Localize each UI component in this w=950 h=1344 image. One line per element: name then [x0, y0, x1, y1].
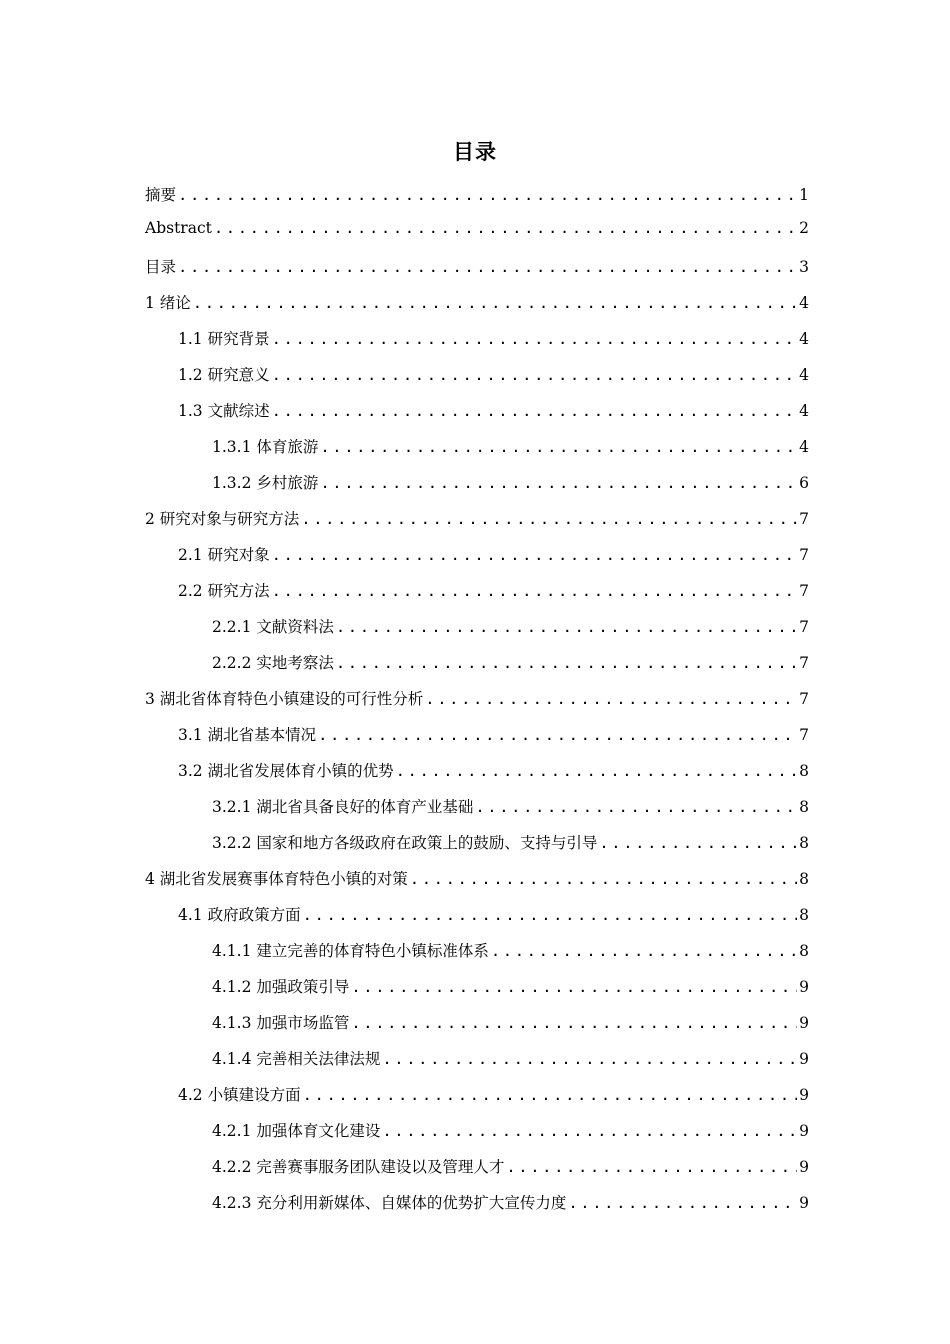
- toc-dot-leader: [425, 690, 797, 708]
- toc-entry[interactable]: [145, 255, 809, 291]
- toc-dot-leader: [178, 258, 797, 276]
- toc-entry[interactable]: [145, 615, 809, 651]
- toc-dot-leader: [193, 294, 797, 312]
- toc-entry-page-number: 6: [799, 474, 809, 492]
- toc-entry-page-number: 7: [799, 618, 809, 636]
- toc-entry-label: 目录: [145, 258, 177, 276]
- toc-entry-page-number: 4: [799, 330, 809, 348]
- toc-entry-label: 1.1 研究背景: [178, 330, 270, 348]
- toc-dot-leader: [396, 762, 797, 780]
- toc-entry-page-number: 2: [799, 219, 809, 237]
- toc-entry-label: 1 绪论: [145, 294, 191, 312]
- toc-dot-leader: [214, 219, 797, 237]
- page-title: 目录: [453, 140, 497, 164]
- toc-entry-page-number: 8: [799, 942, 809, 960]
- toc-entry-page-number: 4: [799, 366, 809, 384]
- toc-dot-leader: [382, 1050, 797, 1068]
- toc-entry-label: Abstract: [145, 219, 212, 237]
- toc-entry-page-number: 9: [799, 1050, 809, 1068]
- toc-dot-leader: [320, 474, 797, 492]
- toc-entry-page-number: 9: [799, 1158, 809, 1176]
- toc-entry-page-number: 9: [799, 1122, 809, 1140]
- toc-dot-leader: [568, 1194, 797, 1212]
- toc-entry-page-number: 4: [799, 402, 809, 420]
- toc-entry-label: 1.2 研究意义: [178, 366, 270, 384]
- toc-entry[interactable]: [145, 975, 809, 1011]
- toc-entry[interactable]: [145, 327, 809, 363]
- toc-entry-label: 摘要: [145, 186, 177, 204]
- toc-entry-page-number: 7: [799, 690, 809, 708]
- toc-entry[interactable]: [145, 867, 809, 903]
- toc-dot-leader: [303, 1086, 797, 1104]
- toc-entry[interactable]: [145, 1011, 809, 1047]
- toc-dot-leader: [336, 618, 797, 636]
- toc-dot-leader: [491, 942, 797, 960]
- toc-entry-page-number: 1: [799, 186, 809, 204]
- table-of-contents: [145, 183, 809, 1227]
- toc-dot-leader: [272, 402, 797, 420]
- toc-entry-page-number: 9: [799, 1014, 809, 1032]
- toc-entry-page-number: 7: [799, 726, 809, 744]
- toc-entry[interactable]: [145, 291, 809, 327]
- toc-entry-page-number: 3: [799, 258, 809, 276]
- toc-dot-leader: [272, 582, 797, 600]
- toc-entry-page-number: 8: [799, 834, 809, 852]
- toc-entry-label: 4.1.3 加强市场监管: [212, 1014, 350, 1032]
- toc-entry-page-number: 8: [799, 870, 809, 888]
- toc-dot-leader: [301, 510, 797, 528]
- toc-entry-label: 4.2.2 完善赛事服务团队建设以及管理人才: [212, 1158, 505, 1176]
- toc-entry[interactable]: [145, 579, 809, 615]
- toc-entry[interactable]: [145, 759, 809, 795]
- toc-entry-label: 3.2.2 国家和地方各级政府在政策上的鼓励、支持与引导: [212, 834, 598, 852]
- toc-dot-leader: [178, 186, 797, 204]
- toc-entry-page-number: 7: [799, 510, 809, 528]
- toc-entry[interactable]: [145, 471, 809, 507]
- toc-entry[interactable]: [145, 183, 809, 219]
- toc-entry[interactable]: [145, 363, 809, 399]
- toc-entry-label: 4.2 小镇建设方面: [178, 1086, 301, 1104]
- toc-entry[interactable]: [145, 723, 809, 759]
- toc-entry[interactable]: [145, 1155, 809, 1191]
- toc-dot-leader: [272, 366, 797, 384]
- toc-entry-label: 1.3.1 体育旅游: [212, 438, 319, 456]
- toc-entry[interactable]: [145, 399, 809, 435]
- toc-entry[interactable]: [145, 543, 809, 579]
- toc-entry-page-number: 8: [799, 906, 809, 924]
- toc-entry[interactable]: [145, 651, 809, 687]
- toc-entry-page-number: 9: [799, 1086, 809, 1104]
- toc-dot-leader: [410, 870, 797, 888]
- toc-dot-leader: [351, 1014, 797, 1032]
- toc-entry-page-number: 8: [799, 762, 809, 780]
- toc-entry[interactable]: [145, 507, 809, 543]
- toc-dot-leader: [318, 726, 797, 744]
- toc-entry-page-number: 7: [799, 582, 809, 600]
- toc-entry-label: 3.2.1 湖北省具备良好的体育产业基础: [212, 798, 474, 816]
- toc-entry-label: 3 湖北省体育特色小镇建设的可行性分析: [145, 690, 424, 708]
- toc-entry-label: 4.2.1 加强体育文化建设: [212, 1122, 381, 1140]
- toc-dot-leader: [320, 438, 797, 456]
- toc-dot-leader: [351, 978, 797, 996]
- toc-entry-label: 2.1 研究对象: [178, 546, 270, 564]
- toc-entry-label: 1.3 文献综述: [178, 402, 270, 420]
- toc-entry[interactable]: [145, 1119, 809, 1155]
- toc-dot-leader: [506, 1158, 797, 1176]
- toc-entry-page-number: 7: [799, 654, 809, 672]
- toc-entry-page-number: 9: [799, 1194, 809, 1212]
- toc-dot-leader: [272, 546, 797, 564]
- toc-entry-label: 4 湖北省发展赛事体育特色小镇的对策: [145, 870, 408, 888]
- toc-entry[interactable]: [145, 903, 809, 939]
- toc-entry-label: 4.1.1 建立完善的体育特色小镇标准体系: [212, 942, 489, 960]
- toc-dot-leader: [336, 654, 797, 672]
- toc-entry[interactable]: [145, 435, 809, 471]
- toc-entry-label: 1.3.2 乡村旅游: [212, 474, 319, 492]
- toc-entry-label: 4.1.2 加强政策引导: [212, 978, 350, 996]
- toc-entry-label: 3.1 湖北省基本情况: [178, 726, 317, 744]
- toc-dot-leader: [382, 1122, 797, 1140]
- toc-entry-label: 2.2.1 文献资料法: [212, 618, 334, 636]
- toc-entry-page-number: 8: [799, 798, 809, 816]
- toc-entry-page-number: 4: [799, 438, 809, 456]
- toc-entry-label: 4.1.4 完善相关法律法规: [212, 1050, 381, 1068]
- toc-dot-leader: [475, 798, 797, 816]
- toc-entry[interactable]: [145, 219, 809, 255]
- toc-entry[interactable]: [145, 1191, 809, 1227]
- toc-entry-label: 3.2 湖北省发展体育小镇的优势: [178, 762, 394, 780]
- toc-entry[interactable]: [145, 687, 809, 723]
- toc-entry-label: 4.1 政府政策方面: [178, 906, 301, 924]
- toc-entry[interactable]: [145, 831, 809, 867]
- toc-entry-page-number: 9: [799, 978, 809, 996]
- toc-entry-label: 2.2 研究方法: [178, 582, 270, 600]
- toc-entry-page-number: 4: [799, 294, 809, 312]
- toc-entry-label: 2 研究对象与研究方法: [145, 510, 300, 528]
- toc-entry[interactable]: [145, 939, 809, 975]
- toc-dot-leader: [272, 330, 797, 348]
- toc-entry[interactable]: [145, 1083, 809, 1119]
- toc-dot-leader: [303, 906, 797, 924]
- toc-entry-label: 2.2.2 实地考察法: [212, 654, 334, 672]
- toc-dot-leader: [599, 834, 797, 852]
- toc-entry[interactable]: [145, 1047, 809, 1083]
- toc-entry-page-number: 7: [799, 546, 809, 564]
- toc-entry-label: 4.2.3 充分利用新媒体、自媒体的优势扩大宣传力度: [212, 1194, 567, 1212]
- toc-entry[interactable]: [145, 795, 809, 831]
